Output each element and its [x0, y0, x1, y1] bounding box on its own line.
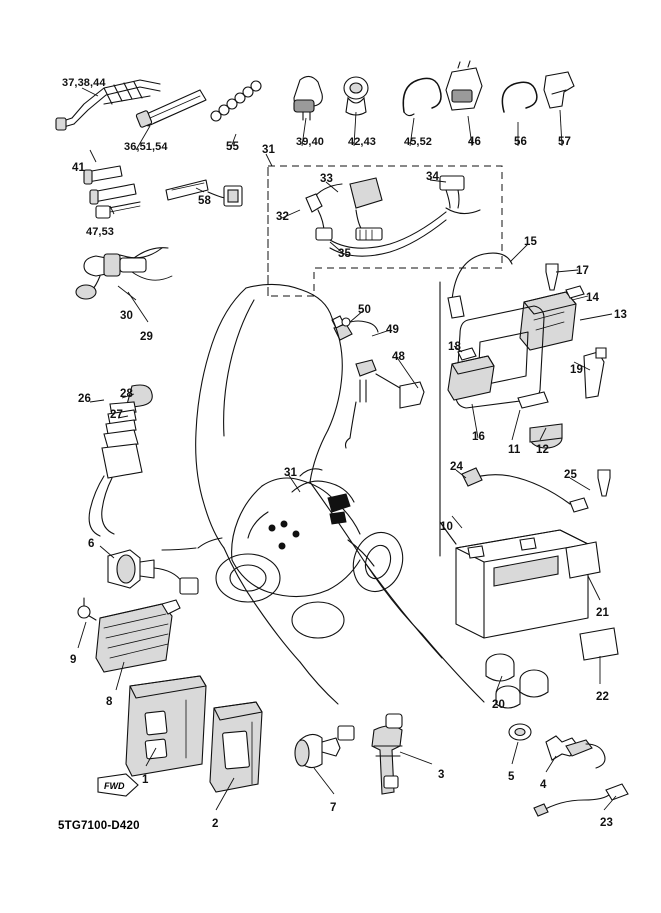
part-42-43	[344, 77, 368, 115]
svg-text:FWD: FWD	[104, 781, 125, 791]
callout-19: 19	[570, 364, 583, 376]
callout-36-51-54: 36,51,54	[124, 141, 168, 153]
callout-29: 29	[140, 331, 153, 343]
part-48-49-50	[332, 316, 424, 448]
part-33-35	[306, 178, 446, 256]
callout-30: 30	[120, 310, 133, 322]
callout-33: 33	[320, 173, 333, 185]
callout-7: 7	[330, 802, 337, 814]
part-23	[534, 784, 628, 816]
callout-11: 11	[508, 444, 521, 456]
part-1	[126, 676, 206, 776]
callout-6: 6	[88, 538, 95, 550]
part-3	[372, 714, 402, 794]
vehicle-outline	[162, 284, 484, 704]
part-45-52	[403, 78, 441, 115]
part-13-14	[520, 286, 584, 350]
part-26-27-28	[89, 385, 152, 536]
part-57	[544, 72, 574, 108]
callout-56: 56	[514, 136, 527, 148]
part-46	[446, 61, 482, 110]
callout-13: 13	[614, 309, 627, 321]
fwd-marker	[96, 772, 140, 798]
callout-16: 16	[472, 431, 485, 443]
callout-22: 22	[596, 691, 609, 703]
callout-55: 55	[226, 141, 239, 153]
callout-57: 57	[558, 136, 571, 148]
part-7	[295, 726, 354, 768]
callout-47-53: 47,53	[86, 226, 115, 238]
callout-15: 15	[524, 236, 537, 248]
callout-35: 35	[338, 248, 351, 260]
callout-3: 3	[438, 769, 445, 781]
callout-10: 10	[440, 521, 453, 533]
callout-25: 25	[564, 469, 577, 481]
callout-50: 50	[358, 304, 371, 316]
callout-4: 4	[540, 779, 547, 791]
part-number-code: 5TG7100-D420	[58, 820, 140, 832]
callout-23: 23	[600, 817, 613, 829]
callout-31: 31	[262, 144, 275, 156]
callout-8: 8	[106, 696, 113, 708]
part-55	[211, 81, 261, 121]
callout-1: 1	[142, 774, 149, 786]
callout-58: 58	[198, 195, 211, 207]
callout-46: 46	[468, 136, 481, 148]
callout-18: 18	[448, 341, 461, 353]
part-39-40	[294, 76, 322, 120]
callout-24: 24	[450, 461, 463, 473]
part-8-9	[78, 598, 180, 672]
callout-31: 31	[284, 467, 297, 479]
callout-48: 48	[392, 351, 405, 363]
callout-9: 9	[70, 654, 77, 666]
callout-21: 21	[596, 607, 609, 619]
callout-41: 41	[72, 162, 85, 174]
part-5	[509, 724, 531, 740]
callout-49: 49	[386, 324, 399, 336]
callout-42-43: 42,43	[348, 136, 377, 148]
harness-dashed-box-31	[268, 166, 502, 296]
callout-34: 34	[426, 171, 439, 183]
part-29-30	[76, 248, 172, 299]
callout-26: 26	[78, 393, 91, 405]
part-4	[546, 736, 605, 768]
part-2	[210, 702, 262, 792]
part-6	[108, 550, 198, 594]
callout-20: 20	[492, 699, 505, 711]
callout-27: 27	[110, 409, 123, 421]
part-36-51-54	[136, 90, 206, 128]
callout-39-40: 39,40	[296, 136, 325, 148]
callout-28: 28	[120, 388, 133, 400]
part-24-25	[462, 468, 610, 512]
callout-32: 32	[276, 211, 289, 223]
callout-37-38-44: 37,38,44	[62, 77, 106, 89]
callout-17: 17	[576, 265, 589, 277]
callout-5: 5	[508, 771, 515, 783]
callout-2: 2	[212, 818, 219, 830]
part-56	[502, 82, 537, 112]
part-10-21-22	[440, 522, 618, 660]
callout-12: 12	[536, 444, 549, 456]
part-17	[546, 264, 558, 290]
callout-45-52: 45,52	[404, 136, 433, 148]
callout-14: 14	[586, 292, 599, 304]
